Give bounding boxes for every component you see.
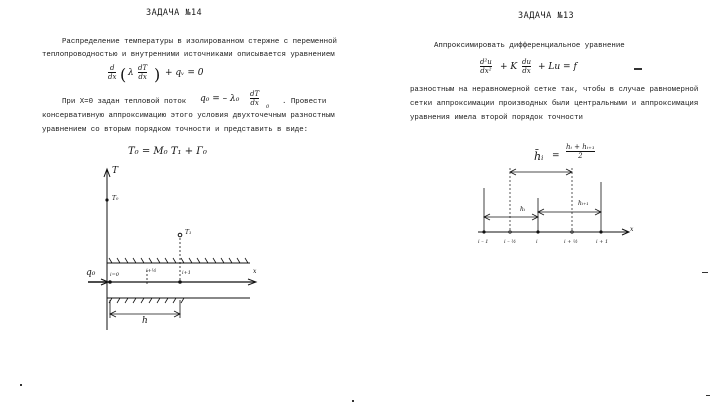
scan-speck: [20, 384, 22, 386]
tick-label: i + ½: [564, 239, 578, 245]
problem-title: ЗАДАЧА №14: [146, 8, 203, 18]
target-form-equation: T₀ = M₀ T₁ + Г₀: [128, 146, 207, 157]
subscript: 0: [266, 104, 270, 110]
grid-diagram: [360, 0, 718, 419]
x-axis-label: x: [253, 268, 257, 275]
paragraph-line: сетки аппроксимации производных были центральными и аппроксимация: [410, 100, 699, 108]
numerator: d²u: [480, 58, 492, 66]
grid-node: [599, 230, 602, 233]
t-axis-label: T: [112, 166, 119, 176]
problem-title: ЗАДАЧА №13: [518, 11, 575, 21]
hi-label: hᵢ: [520, 206, 526, 213]
t0-point: [105, 198, 108, 201]
paragraph-line: . Провести: [282, 98, 327, 106]
scan-speck: [706, 395, 710, 396]
t1-label: T₁: [185, 229, 192, 236]
denominator: 2: [578, 152, 583, 160]
node-label: i+1: [182, 270, 191, 276]
tick-label: i – 1: [478, 239, 489, 245]
node-i1: [178, 280, 182, 284]
paragraph-line: разностным на неравномерной сетке так, чтобы в случае равномерной: [410, 86, 699, 94]
tick-label: i + 1: [596, 239, 609, 245]
grid-node: [536, 230, 539, 233]
paragraph-line: уравнения имела второй порядок точности: [410, 114, 583, 122]
right-page: [360, 0, 718, 419]
x-axis-label: x: [630, 226, 634, 233]
numerator: d: [109, 64, 115, 72]
paragraph-line: Распределение температуры в изолированном стержне с переменной: [62, 38, 337, 46]
numerator: dT: [250, 90, 260, 98]
paragraph-line: При X=0 задан тепловой поток: [62, 98, 187, 106]
numerator: du: [522, 58, 531, 66]
equals-sign: =: [552, 151, 560, 161]
equation-tail: + qᵥ = 0: [165, 68, 204, 78]
node-label: i=0: [110, 272, 119, 278]
denominator: dx: [250, 99, 259, 107]
hatching-bottom: [109, 298, 184, 303]
hatching: [109, 258, 248, 263]
scan-speck: [352, 400, 354, 402]
boundary-condition: q₀ = – λ₀: [200, 94, 240, 104]
node-i0: [108, 280, 112, 284]
paragraph-line: уравнением со вторым порядком точности и представить в виде:: [42, 126, 309, 134]
numerator: hᵢ + hᵢ₊₁: [566, 143, 595, 151]
hbar-symbol: h̄ᵢ: [534, 150, 544, 163]
denominator: dx: [108, 73, 117, 81]
paragraph-line: Аппроксимировать дифференциальное уравнение: [434, 42, 625, 50]
paragraph-line: консервативную аппроксимацию этого условия двухточечным разностным: [42, 112, 335, 120]
node-label: i+½: [146, 268, 157, 274]
hi1-label: hᵢ₊₁: [578, 200, 589, 207]
paren-open: (: [120, 65, 127, 84]
equation-term: + K: [500, 62, 518, 72]
tick-label: i – ½: [504, 239, 517, 245]
paren-close: ): [154, 65, 161, 84]
t0-label: T₀: [112, 195, 119, 202]
h-label: h: [142, 316, 148, 326]
lambda-symbol: λ: [128, 68, 134, 78]
paragraph-line: теплопроводностью и внутренними источниками описывается уравнением: [42, 51, 335, 59]
denominator: dx: [522, 67, 531, 75]
t1-point: [178, 233, 182, 237]
q0-label: q₀: [86, 268, 96, 278]
tick-label: i: [536, 239, 538, 245]
equation-tail: + Lu = f: [538, 62, 577, 72]
denominator: dx: [138, 73, 147, 81]
numerator: dT: [138, 64, 148, 72]
denominator: dx²: [480, 67, 492, 75]
scan-speck: [702, 272, 708, 273]
grid-node: [482, 230, 485, 233]
